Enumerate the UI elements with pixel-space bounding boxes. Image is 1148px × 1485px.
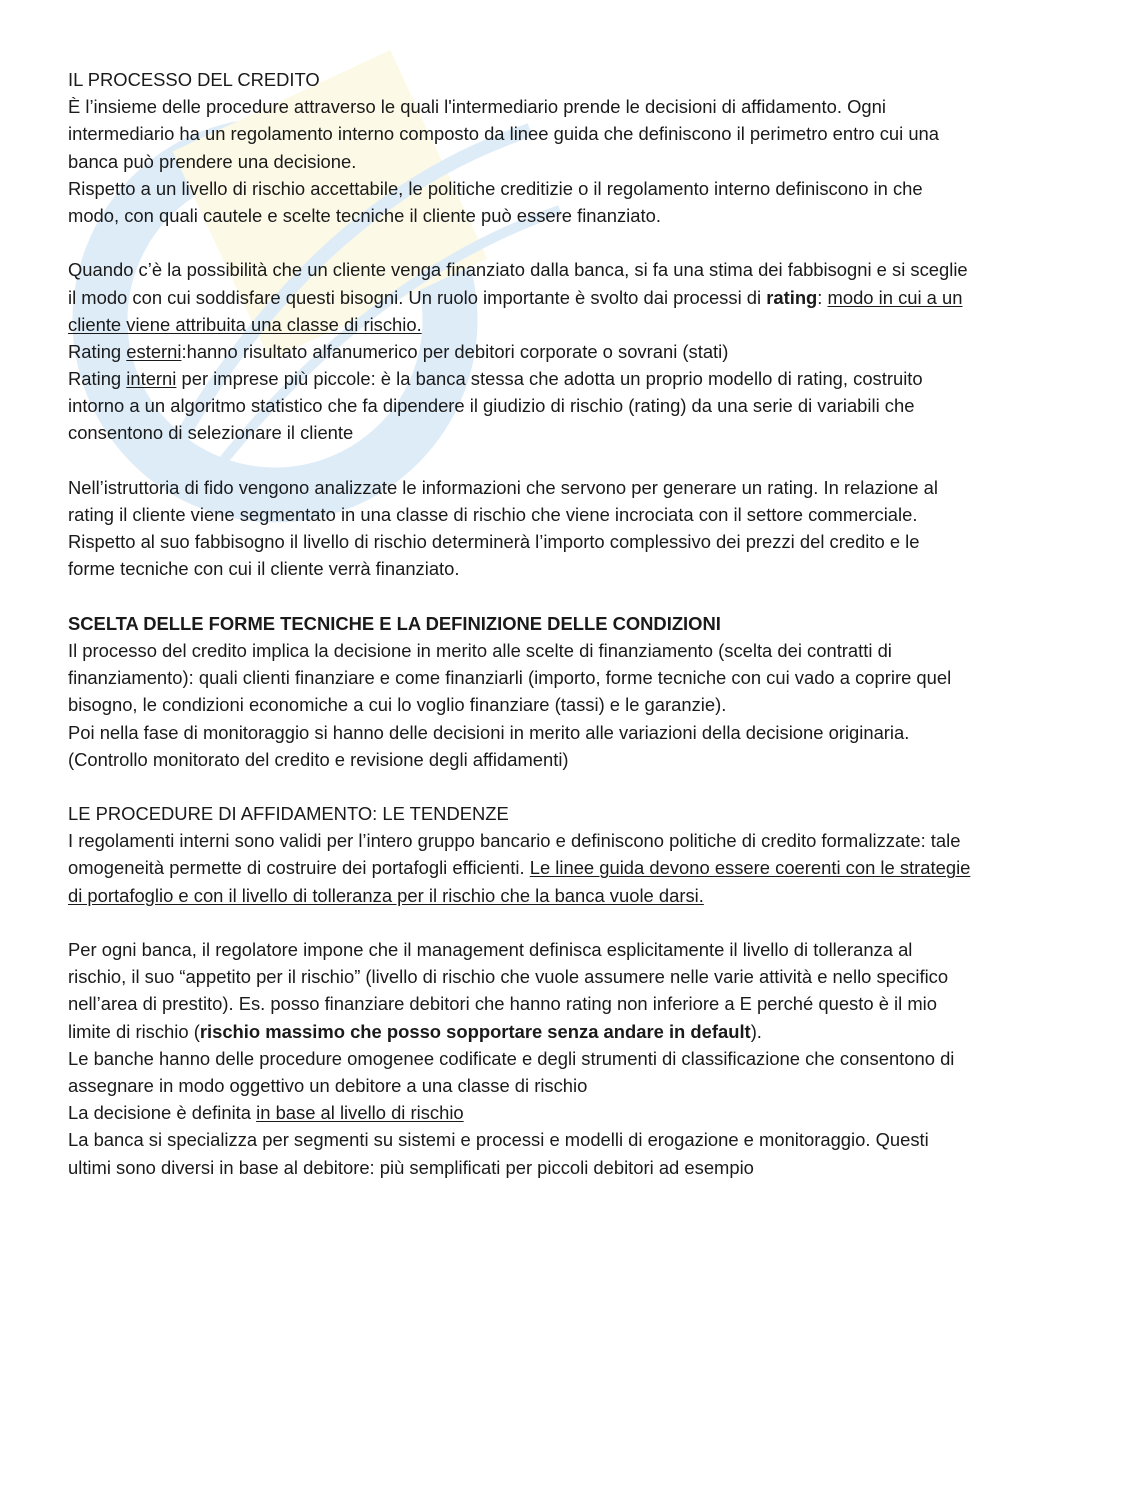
section-title-processo-credito: IL PROCESSO DEL CREDITO (68, 69, 320, 90)
paragraph-line: bisogno, le condizioni economiche a cui lo voglio finanziare (tassi) e le garanzie). (68, 694, 727, 716)
paragraph-line: nell’area di prestito). Es. posso finanziare debitori che hanno rating non inferiore a E perché questo è il mio (68, 993, 937, 1015)
text-run: omogeneità permette di costruire dei portafogli efficienti. (68, 857, 530, 879)
paragraph-line (68, 1099, 1088, 1126)
paragraph-line: forme tecniche con cui il cliente verrà finanziato. (68, 558, 460, 580)
paragraph-line: Rispetto al suo fabbisogno il livello di rischio determinerà l’importo complessivo dei prezzi del credito e le (68, 531, 920, 553)
underlined-term-esterni: esterni (126, 340, 182, 362)
paragraph-line: Nell’istruttoria di fido vengono analizzate le informazioni che servono per generare un rating. In relazione al (68, 476, 938, 498)
underlined-term-interni: interni (126, 368, 177, 390)
paragraph-line: Per ogni banca, il regolatore impone che il management definisca esplicitamente il livello di tolleranza al (68, 939, 913, 960)
underlined-guidelines: Le linee guida devono essere coerenti con le strategie (529, 857, 971, 879)
text-run: La decisione è definita (68, 1102, 257, 1124)
section-title-forme-tecniche: SCELTA DELLE FORME TECNICHE E LA DEFINIZIONE DELLE CONDIZIONI (68, 612, 721, 634)
underlined-definition: cliente viene attribuita una classe di rischio. (68, 313, 422, 335)
paragraph-line: modo, con quali cautele e scelte tecniche il cliente può essere finanziato. (68, 204, 661, 226)
text-run: limite di rischio ( (68, 1020, 200, 1042)
paragraph-line: intermediario ha un regolamento interno composto da linee guida che definiscono il perimetro entro cui una (68, 123, 940, 145)
paragraph-line: (Controllo monitorato del credito e revisione degli affidamenti) (68, 748, 569, 770)
paragraph-line (68, 284, 1088, 311)
paragraph-line: finanziamento): quali clienti finanziare e come finanziarli (importo, forme tecniche con cui vado a coprire quel (68, 667, 952, 689)
text-run: Rating (68, 368, 127, 390)
document-page (68, 66, 1088, 1181)
paragraph-line (68, 854, 1088, 881)
paragraph-line (68, 1018, 1088, 1045)
paragraph-line: I regolamenti interni sono validi per l’intero gruppo bancario e definiscono politiche di credito formalizzate: tale (68, 830, 961, 852)
paragraph-line (68, 365, 1088, 392)
underlined-guidelines: di portafoglio e con il livello di tolleranza per il rischio che la banca vuole darsi. (68, 884, 704, 906)
paragraph-line: La banca si specializza per segmenti su sistemi e processi e modelli di erogazione e monitoraggio. Questi (68, 1129, 929, 1151)
text-run: il modo con cui soddisfare questi bisogni. Un ruolo importante è svolto dai processi di (68, 286, 767, 308)
paragraph-line: Rispetto a un livello di rischio accettabile, le politiche creditizie o il regolamento interno definiscono in che (68, 177, 923, 199)
paragraph-line: Le banche hanno delle procedure omogenee codificate e degli strumenti di classificazione che consentono di (68, 1047, 955, 1069)
text-run: per imprese più piccole: è la banca stessa che adotta un proprio modello di rating, costruito (176, 368, 923, 390)
paragraph-line: Il processo del credito implica la decisione in merito alle scelte di finanziamento (scelta dei contratti di (68, 639, 892, 661)
paragraph-line: consentono di selezionare il cliente (68, 422, 354, 444)
text-run: :hanno risultato alfanumerico per debitori corporate o sovrani (stati) (181, 340, 729, 362)
paragraph-line: Quando c’è la possibilità che un cliente venga finanziato dalla banca, si fa una stima dei fabbisogni e si sceglie (68, 259, 968, 281)
underlined-definition: modo in cui a un (827, 286, 963, 308)
section-title-procedure-affidamento: LE PROCEDURE DI AFFIDAMENTO: LE TENDENZE (68, 803, 509, 825)
bold-term-rating: rating (766, 286, 818, 308)
paragraph-line: banca può prendere una decisione. (68, 150, 357, 172)
paragraph-line (68, 338, 1088, 365)
paragraph-line: ultimi sono diversi in base al debitore: più semplificati per piccoli debitori ad esempio (68, 1156, 754, 1178)
underlined-risk-level: in base al livello di rischio (256, 1102, 464, 1124)
paragraph-line: assegnare in modo oggettivo un debitore a una classe di rischio (68, 1074, 588, 1096)
text-run: ). (750, 1020, 762, 1042)
paragraph-line: rating il cliente viene segmentato in una classe di rischio che viene incrociata con il settore commerciale. (68, 504, 918, 525)
paragraph-line: rischio, il suo “appetito per il rischio” (livello di rischio che vuole assumere nelle varie attività e nello specifico (68, 966, 949, 988)
paragraph-line: È l’insieme delle procedure attraverso le quali l'intermediario prende le decisioni di affidamento. Ogni (68, 96, 886, 118)
bold-risk-limit: rischio massimo che posso sopportare senza andare in default (199, 1020, 751, 1042)
paragraph-line: Poi nella fase di monitoraggio si hanno delle decisioni in merito alle variazioni della decisione originaria. (68, 721, 910, 743)
text-run: Rating (68, 340, 127, 362)
text-run: : (817, 286, 828, 308)
paragraph-line: intorno a un algoritmo statistico che fa dipendere il giudizio di rischio (rating) da una serie di variabili che (68, 395, 915, 417)
